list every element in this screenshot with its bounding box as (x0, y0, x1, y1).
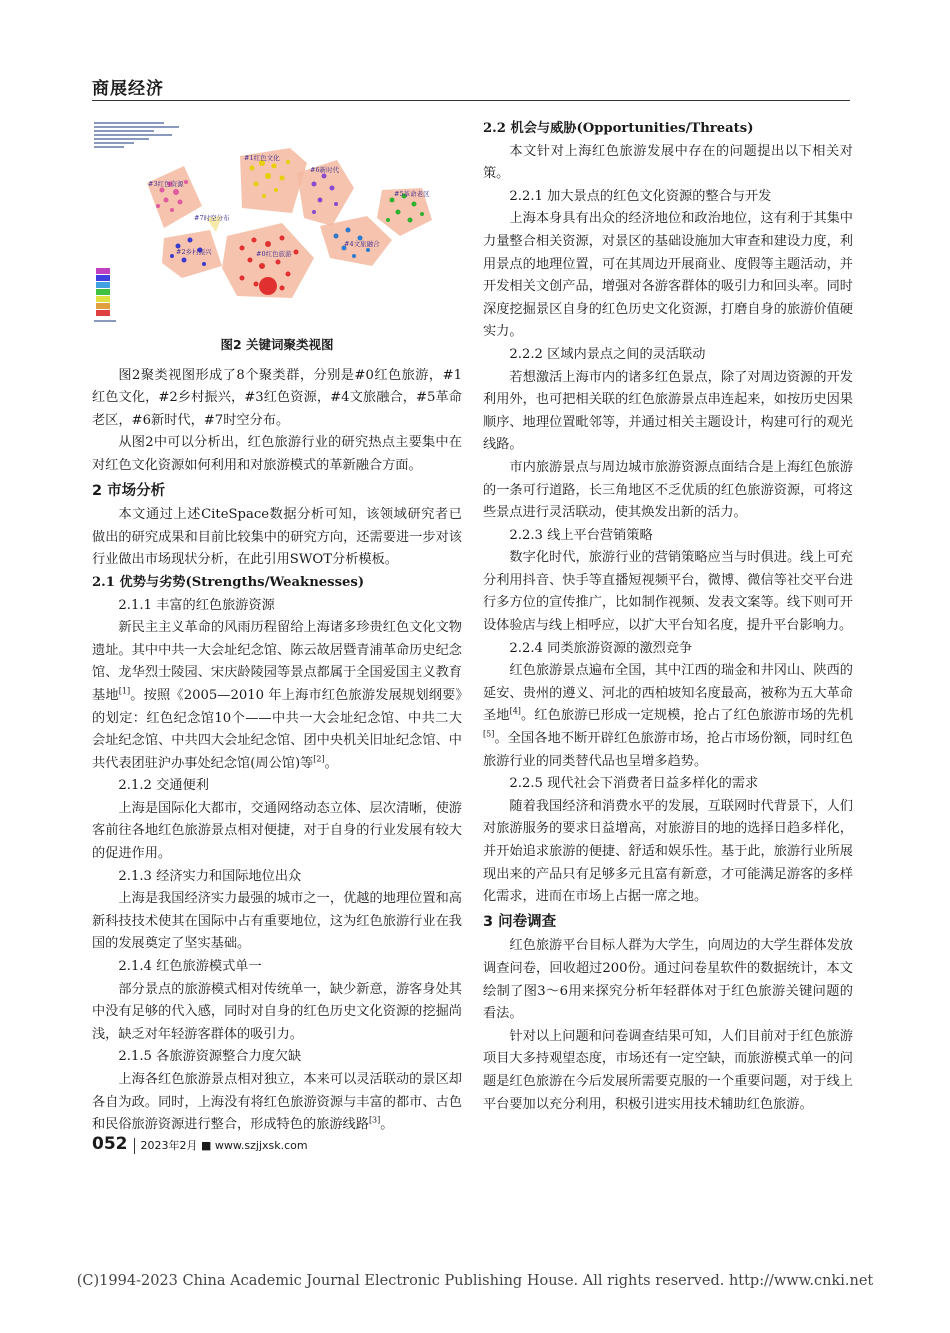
citation-ref: [5] (483, 729, 495, 739)
paragraph (92, 1069, 462, 1137)
subheading-2-1-2: 2.1.2 交通便利 (118, 778, 209, 794)
citespace-info-block (94, 122, 179, 148)
subheading-2-2-1: 2.2.1 加大景点的红色文化资源的整合与开发 (509, 188, 772, 204)
paragraph: 上海是我国经济实力最强的城市之一，优越的地理位置和高新科技技术使其在国际中占有重要地位，这为红色旅游行业在我国的发展奠定了坚实基础。 (92, 891, 462, 952)
section-heading-market: 2 市场分析 (92, 482, 166, 499)
section-heading-survey: 3 问卷调查 (483, 913, 557, 930)
cluster-label-3: #3红色资源 (148, 180, 184, 188)
subheading-2-1-3: 2.1.3 经济实力和国际地位出众 (118, 868, 302, 884)
citation-ref: [1] (118, 686, 131, 696)
paragraph: 针对以上问题和问卷调查结果可知，人们目前对于红色旅游项目大多持观望态度，市场还有一定空缺，而旅游模式单一的问题是红色旅游在今后发展所需要克服的一个重要问题，对于线上平台要加以充分利用，积极引进实用技术辅助红色旅游。 (483, 1028, 853, 1112)
subheading-2-1-1: 2.1.1 丰富的红色旅游资源 (118, 597, 275, 613)
subsection-heading-ot: 2.2 机会与威胁(Opportunities/Threats) (483, 121, 754, 136)
text-run: 。 (380, 1117, 394, 1133)
figure-caption: 图2 关键词聚类视图 (220, 337, 334, 352)
subheading-2-1-5: 2.1.5 各旅游资源整合力度欠缺 (118, 1049, 302, 1065)
paragraph: 数字化时代，旅游行业的营销策略应当与时俱进。线上可充分利用抖音、快手等直播短视频平台，微博、微信等社交平台进行多方位的宣传推广，比如制作视频、发表文案等。线下则可开设体验店与线上相呼应，以扩大平台知名度，提升平台影响力。 (483, 550, 853, 634)
subheading-2-1-4: 2.1.4 红色旅游模式单一 (118, 959, 262, 975)
text-run: 上海各红色旅游景点相对独立，本来可以灵活联动的景区却各自为政。同时，上海没有将红色旅游资源与丰富的都市、古色和民俗旅游资源进行整合，形成特色的旅游线路 (92, 1072, 462, 1133)
paragraph: 部分景点的旅游模式相对传统单一，缺少新意，游客身处其中没有足够的代入感，同时对自身的红色历史文化资源的挖掘尚浅，缺乏对年轻游客群体的吸引力。 (92, 981, 462, 1042)
square-bullet-icon: ■ (201, 1139, 212, 1152)
left-column (92, 118, 462, 1137)
page-header (92, 74, 850, 101)
copyright-notice: (C)1994-2023 China Academic Journal Electronic Publishing House. All rights reserved. http://www.cnki.net (76, 1273, 874, 1289)
citation-ref: [4] (509, 707, 521, 717)
subheading-2-2-2: 2.2.2 区域内景点之间的灵活联动 (509, 346, 706, 362)
cluster-map-graphic (92, 118, 462, 330)
journal-title: 商展经济 (92, 79, 164, 99)
citation-ref: [2] (313, 754, 325, 764)
paragraph: 市内旅游景点与周边城市旅游资源点面结合是上海红色旅游的一条可行道路，长三角地区不乏优质的红色旅游资源，可将这些景点进行灵活联动，使其焕发出新的活力。 (483, 459, 853, 521)
subheading-2-2-3: 2.2.3 线上平台营销策略 (509, 527, 653, 543)
paragraph: 红色旅游平台目标人群为大学生，向周边的大学生群体发放调查问卷，回收超过200份。通过问卷星软件的数据统计，本文绘制了图3～6用来探究分析年轻群体对于红色旅游关键问题的看法。 (483, 938, 853, 1022)
cluster-label-4: #4文旅融合 (344, 240, 380, 248)
issue-date: 2023年2月 (140, 1139, 198, 1152)
right-column (483, 118, 853, 1116)
text-run: 。按照《2005—2010 年上海市红色旅游发展规划纲要》的划定：红色纪念馆10个——中共一大会址纪念馆、中共二大会址纪念馆、中共四大会址纪念馆、团中央机关旧址纪念馆、中共代表团驻沪办事处纪念馆(周公馆)等 (92, 687, 463, 771)
paragraph: 随着我国经济和消费水平的发展，互联网时代背景下，人们对旅游服务的要求日益增高，对旅游目的地的选择日趋多样化，并开始追求旅游的便捷、舒适和娱乐性。基于此，旅游行业所展现出来的产品只有足够多元且富有新意，才可能满足游客的多样化需求，进而在市场上占据一席之地。 (483, 798, 853, 905)
subsection-heading-sw: 2.1 优势与劣势(Strengths/Weaknesses) (92, 574, 365, 590)
page-footer (92, 1134, 308, 1154)
paragraph (483, 660, 853, 773)
paragraph: 上海本身具有出众的经济地位和政治地位，这有利于其集中力量整合相关资源，对景区的基础设施加大审查和建设力度，利用景点的地理位置，可在其周边开展商业、度假等主题活动，并开发相关文创产品，增强对各游客群体的吸引力和回头率。同时深度挖掘景区自身的红色历史文化资源，打磨自身的旅游价值硬实力。 (483, 211, 853, 340)
journal-website: www.szjjxsk.com (214, 1139, 308, 1152)
citation-ref: [3] (368, 1115, 381, 1125)
text-run: 新民主主义革命的风雨历程留给上海诸多珍贵红色文化文物遗址。其中中共一大会址纪念馆、陈云故居暨青浦革命历史纪念馆、龙华烈士陵园、宋庆龄陵园等景点都属于全国爱国主义教育基地 (92, 620, 462, 703)
cluster-label-0: #0红色旅游 (256, 250, 292, 258)
cluster-label-6: #6新时代 (310, 166, 340, 174)
cluster-label-7: #7时空分布 (194, 214, 230, 222)
text-run: 红色旅游景点遍布全国，其中江西的瑞金和井冈山、陕西的延安、贵州的遵义、河北的西柏坡知名度最高，被称为五大革命圣地 (483, 663, 853, 724)
paragraph (92, 617, 462, 775)
text-run: 。红色旅游已形成一定规模，抢占了红色旅游市场的先机 (520, 708, 854, 724)
paragraph: 若想激活上海市内的诸多红色景点，除了对周边资源的开发利用外，也可把相关联的红色旅游景点串连起来，如按历史因果顺序、地理位置毗邻等，并通过相关主题设计，构建可行的观光线路。 (483, 369, 853, 453)
subheading-2-2-5: 2.2.5 现代社会下消费者日益多样化的需求 (509, 776, 759, 792)
timeline-color-legend (94, 268, 116, 322)
keyword-cluster-figure (92, 118, 462, 330)
text-run: 。 (324, 755, 338, 771)
footer-divider (134, 1138, 135, 1154)
paragraph: 上海是国际化大都市，交通网络动态立体、层次清晰，使游客前往各地红色旅游景点相对便捷，对于自身的行业发展有较大的促进作用。 (92, 800, 462, 862)
paragraph: 从图2中可以分析出，红色旅游行业的研究热点主要集中在对红色文化资源如何利用和对旅游模式的革新融合方面。 (92, 435, 462, 473)
paragraph: 本文针对上海红色旅游发展中存在的问题提出以下相关对策。 (483, 143, 853, 182)
cluster-label-2: #2乡村振兴 (176, 248, 212, 256)
cluster-label-5: #5革命老区 (394, 190, 430, 198)
subheading-2-2-4: 2.2.4 同类旅游资源的激烈竞争 (509, 640, 693, 656)
page-number: 052 (92, 1134, 128, 1154)
cluster-label-1: #1红色文化 (244, 154, 280, 162)
paragraph: 图2聚类视图形成了8个聚类群，分别是#0红色旅游，#1红色文化，#2乡村振兴，#3红色资源，#4文旅融合，#5革命老区，#6新时代，#7时空分布。 (92, 367, 462, 428)
paragraph: 本文通过上述CiteSpace数据分析可知，该领域研究者已做出的研究成果和目前比较集中的研究方向，还需要进一步对该行业做出市场现状分析，在此引用SWOT分析模板。 (92, 507, 462, 568)
text-run: 。全国各地不断开辟红色旅游市场，抢占市场份额，同时红色旅游行业的同类替代品也呈增多趋势。 (483, 731, 853, 769)
